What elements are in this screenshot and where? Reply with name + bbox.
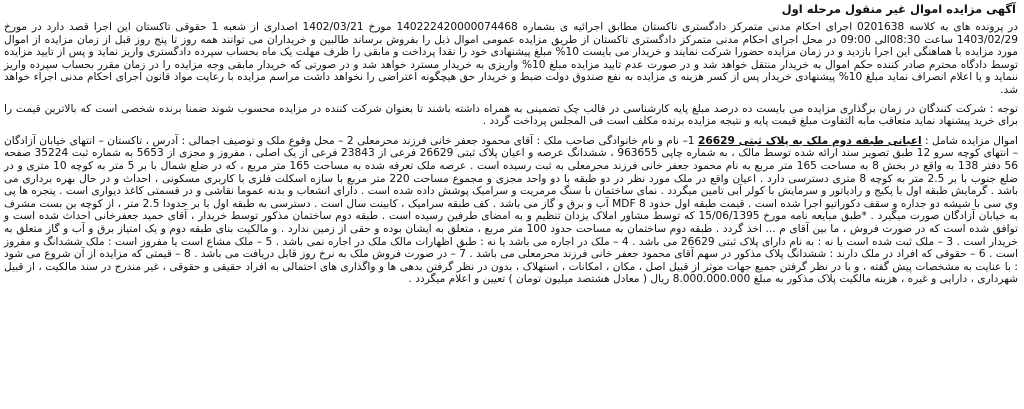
- participants-note-paragraph: توجه : شرکت کنندگان در زمان برگذاری مزایده می بایست ده درصد مبلغ پایه کارشناسی در قالب چک تضمینی به همراه داشته باشند تا بعنوان شرکت کننده در مزایده محسوب شوند ضمنا برنده شخصی است که بالاترین قیمت را برای خرید پیشنهاد نماید متعاقب مابه التفاوت مبلغ قیمت پایه و نتیجه مزایده برنده مکلف است فی المجلس پرداخت گردد .: [4, 102, 1018, 128]
- property-list-intro: اموال مزایده شامل :: [925, 134, 1019, 147]
- notice-title: آگهی مزایده اموال غیر منقول مرحله اول: [781, 2, 1016, 16]
- auction-notice: [4, 2, 1018, 291]
- property-description-paragraph: [4, 135, 1018, 286]
- property-details: 1– نام و نام خانوادگی صاحب ملک : آقای محمود جعفر خانی فرزند محرمعلی 2 – محل وقوع ملک و توصیف اجمالی : آدرس ، تاکستان – انتهای خیابان آزادگان – انتهای کوچه سرو 12 طبق تصویر سند ارائه شده توسط مالک ، به شماره چاپی 963655 ، ششدانگ عرصه و اعیان پلاک ثبتی 26629 فرعی از 23843 فرعی از یک اصلی ، مفروز و مجزی از 5653 به شماره ثبت 35224 صفحه 56 دفتر 138 به واقع در بخش 8 به مساحت 165 متر مربع به نام محمود جعفر خانی فرزند محرمعلی به ثبت رسیده است . عرصه ملک تعرفه شده به مساحت 165 متر مربع ، که در ضلع شمال با بر 5 متر به کوچه 10 متری و در ضلع جنوب با بر 2.5 متر به کوچه 8 متری دسترسی دارد . اعیان واقع در ملک مورد نظر در دو طبقه با دو واحد مجزی و مجموع مساحت 220 متر مربع با سازه اسکلت فلزی با کاربری مسکونی ، احداث و در حال بهره برداری می باشد . گرمایش طبقه اول با پکیج و رادیاتور و سرمایش با کولر آبی تامین میگردد . نمای ساختمان با سنگ مرمریت و سرامیک پوشش داده شده است . دارای انشعاب و بدنه عموما نقاشی و در قسمتی کاغذ دیواری است . پنجره ها پی وی سی با شیشه دو جداره و سقف دکوراتیو اجرا شده است . قیمت طبقه اول حدود 8 MDF آب و برق و گاز می باشد . کف طبقه سرامیک ، کابینت سال است . دسترسی به طبقه اول با بر حدودا 2.5 متر ، از کوچه بن بست مشرف به خیابان آزادگان صورت میگیرد . *طبق مبایعه نامه مورخ 15/06/1395 که توسط مشاور املاک یزدان تنظیم و به امضای طرفین رسیده است . طبقه دوم ساختمان مذکور توسط خریدار ، آقای حمید جعفرخانی احداث شده است و توافق شده است که در صورت فروش ، ما بین آقای م ... اخذ گردد . طبقه دوم ساختمان به مساحت حدود 100 متر مربع ، متعلق به ایشان بوده و حقی از زمین ندارد . و مالکیت بنای طبقه دوم و یک امتیاز برق و آب و گاز متعلق به خریدار است . 3 – ملک ثبت شده است یا نه : به نام دارای پلاک ثبتی 26629 می باشد . 4 – ملک در اجاره می باشد یا نه : طبق اظهارات مالک ملک در اجاره نمی باشد . 5 – ملک مشاع است یا مفروز است : ملک ششدانگ و مفروز است . 6 – حقوقی که افراد در ملک دارند : ششدانگ پلاک مذکور در سهم آقای محمود جعفر خانی فرزند محرمعلی می باشد . 7 – در صورت فروش ملک به نرخ روز قابل دریافت می باشد . 8 – قیمتی که مزایده از آن شروع می شود : با عنایت به مشخصات پیش گفته ، و با در نظر گرفتن جمیع جهات موثر از قبیل اصل ، مکان ، امکانات ، استهلاک ، بدون در نظر گرفتن بدهی ها و واگذاری های احتمالی به افراد حقیقی و حقوقی ، غیر مندرج در سند مالکیت ، از قبیل شهرداری ، دارایی و غیره ، هزینه مالکیت پلاک مذکور به مبلغ 8.000.000.000 ریال ( معادل هشتصد میلیون تومان ) تعیین و اعلام میگردد .: [4, 134, 1019, 286]
- property-heading: اعیانی طبقه دوم ملک به پلاک ثبتی 26629: [697, 134, 922, 147]
- auction-terms-paragraph: در پرونده های به کلاسه 0201638 اجرای احکام مدنی متمرکز دادگستری تاکستان مطابق اجرائیه ی بشماره 140222420000074468 مورخ 1402/03/21 اصداری از شعبه 1 حقوقی تاکستان این اجرا قصد دارد در مورخ 1403/02/29 ساعت 08:30الی 09:00 در محل اجرای احکام مدنی متمرکز دادگستری تاکستان از طریق مزایده عمومی اموال ذیل را بفروش برساند طالبین و خریداران می توانند همه روز تا پنج روز قبل از زمان مزایده از اموال مورد مزایده با هماهنگی این اجرا بازدید و در زمان مزایده حضورا شرکت نمایند و خریدار می بایست 10% مبلغ پیشنهادی خود را نقدا پرداخت و مابقی را ظرف مهلت یک ماه بحساب سپرده دادگستری واریز نماید و پس از تایید مزایده توسط دادگاه محترم صادر کننده حکم اموال به خریدار منتقل خواهد شد و در صورت عدم تایید مزایده مبلغ 10% واریزی به خریدار مسترد خواهد شد و در صورتی که خریدار مابقی وجه مزایده را در زمان مقرر بحساب سپرده واریز ننماید و یا اعلام انصراف نماید مبلغ 10% پیشنهادی خریدار پس از کسر هزینه ی مزایده به نفع صندوق دولت ضبط و خریدار حق هیچگونه اعتراضی را نخواهد داشت مراسم مزایده با رعایت مواد قانون اجرای احکام مدنی اجراء خواهد شد.: [4, 21, 1019, 96]
